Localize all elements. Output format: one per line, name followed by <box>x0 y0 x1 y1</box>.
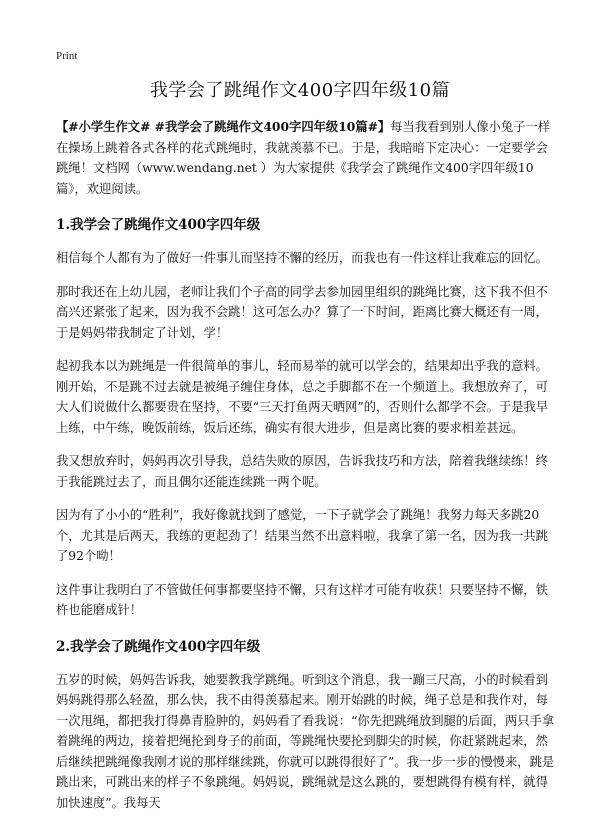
section-1-paragraph-3: 起初我本以为跳绳是一件很简单的事儿，轻而易举的就可以学会的，结果却出乎我的意料。刚开始，不是跳不过去就是被绳子缠住身体，总之手脚都不在一个频道上。我想放弃了，可大人们说做什么都要贵在坚持，不要“三天打鱼两天晒网”的，否则什么都学不会。于是我早上练，中午练，晚饭前练，饭后还练，确实有很大进步，但是离比赛的要求相差甚远。 <box>56 359 549 435</box>
section-1-paragraph-6: 这件事让我明白了不管做任何事都要坚持不懈，只有这样才可能有收获！只要坚持不懈，铁杵也能磨成针！ <box>56 582 548 617</box>
section-heading-1: 1.我学会了跳绳作文400字四年级 <box>56 217 261 233</box>
section-1-paragraph-4: 我又想放弃时，妈妈再次引导我，总结失败的原因，告诉我技巧和方法，陪着我继续练！终于我能跳过去了，而且偶尔还能连续跳一两个呢。 <box>56 454 548 489</box>
intro-text: 每当我看到别人像小兔子一样在操场上跳着各式各样的花式跳绳时，我就羡慕不已。于是，我暗暗下定决心：一定要学会跳绳！文档网（www.wendang.net ）为大家提供《我学会了跳绳作文400字四年级10篇》，欢迎阅读。 <box>56 120 551 196</box>
section-1-paragraph-2: 那时我还在上幼儿园，老师让我们个子高的同学去参加园里组织的跳绳比赛，这下我不但不高兴还紧张了起来，因为我不会跳！这可怎么办？算了一下时间，距离比赛大概还有一周，于是妈妈带我制定了计划，学！ <box>56 284 548 340</box>
intro-tags: 【#小学生作文# #我学会了跳绳作文400字四年级10篇#】 <box>56 119 391 134</box>
section-2-paragraph-1: 五岁的时候，妈妈告诉我，她要教我学跳绳。听到这个消息，我一蹦三尺高，小的时候看到妈妈跳得那么轻盈，那么快，我不由得羡慕起来。刚开始跳的时候，绳子总是和我作对，每一次甩绳，都把我打得鼻青脸肿的，妈妈看了看我说：“你先把跳绳放到腿的后面，两只手拿着跳绳的两边，接着把绳抡到身子的前面，等跳绳快要抡到脚尖的时候，你赶紧跳起来，然后继续把跳绳像我刚才说的那样继续跳，你就可以跳得很好了”。我一步一步的慢慢来，跳是跳出来，可跳出来的样子不象跳绳。妈妈说，跳绳就是这么跳的，要想跳得有模有样，就得加快速度”。我每天 <box>56 672 555 810</box>
print-label: Print <box>56 50 78 62</box>
section-1-paragraph-1: 相信每个人都有为了做好一件事儿而坚持不懈的经历，而我也有一件这样让我难忘的回忆。 <box>56 251 548 265</box>
document-content <box>56 117 556 826</box>
section-1-paragraph-5: 因为有了小小的“胜利”，我好像就找到了感觉，一下子就学会了跳绳！我努力每天多跳20个，尤其是后两天，我练的更起劲了！结果当然不出意料啦，我拿了第一名，因为我一共跳了92个呦！ <box>56 508 548 563</box>
section-heading-2: 2.我学会了跳绳作文400字四年级 <box>56 638 261 655</box>
intro-paragraph <box>56 117 556 199</box>
page-title: 我学会了跳绳作文400字四年级10篇 <box>149 80 451 101</box>
